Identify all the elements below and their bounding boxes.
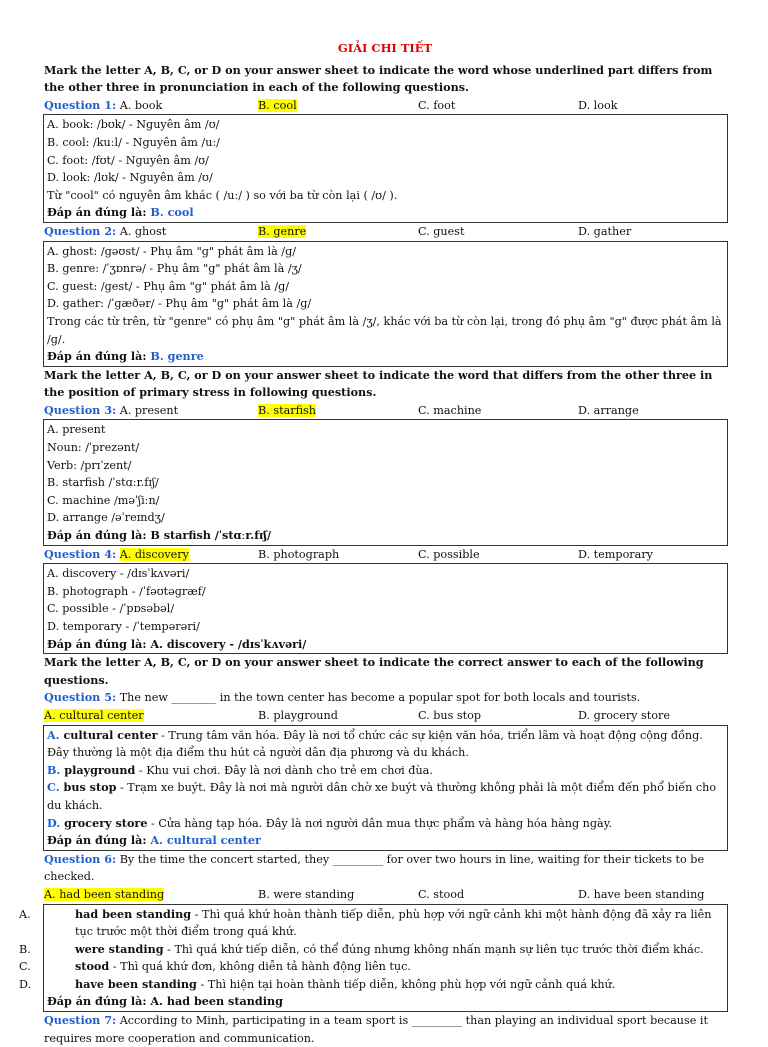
explanation-box-6: A. had been standing - Thì quá khứ hoàn thành tiếp diễn, phù hợp với ngữ cảnh khi một hành động đã xảy ra liên tục trước một thời điểm trong quá khứ. B. were standing - Thì quá khứ tiếp diễn, có thể đúng nhưng không nhấn mạnh sự liên tục trước thời điểm khác. C. stood - Thì quá khứ đơn, không diễn tả hành động liên tục. D. have been standing - Thì hiện tại hoàn thành tiếp diễn, không phù hợp với ngữ cảnh quá khứ. Đáp án đúng là: A. had been standing bbox=[43, 904, 728, 1013]
option-d: D. have been standing bbox=[578, 887, 705, 901]
explanation-line: B. photograph - /ˈfəʊtəɡræf/ bbox=[47, 584, 206, 598]
explanation-line: A. discovery - /dɪsˈkʌvəri/ bbox=[47, 567, 190, 581]
explanation-line: A. present bbox=[47, 423, 106, 437]
explanation-box-3 bbox=[43, 419, 728, 545]
term: grocery store bbox=[64, 815, 148, 830]
option-d: D. look bbox=[578, 98, 618, 112]
option-d: D. arrange bbox=[578, 403, 639, 417]
term-explanation: - Thì hiện tại hoàn thành tiếp diễn, không phù hợp với ngữ cảnh quá khứ. bbox=[200, 977, 616, 991]
explanation-line: C. foot: /fʊt/ - Nguyên âm /ʊ/ bbox=[47, 153, 209, 167]
answer-prefix: Đáp án đúng là: bbox=[47, 205, 147, 220]
term-explanation: - Trạm xe buýt. Đây là nơi mà người dân chờ xe buýt và thường không phải là một điểm đến phổ biến cho du khách. bbox=[47, 781, 717, 812]
explanation-box-5: A. cultural center - Trung tâm văn hóa. Đây là nơi tổ chức các sự kiện văn hóa, triển lãm và hoạt động cộng đồng. Đây thường là một địa điểm thu hút cả người dân địa phương và du khách. B. playground - Khu vui chơi. Đây là nơi dành cho trẻ em chơi đùa. C. bus stop - Trạm xe buýt. Đây là nơi mà người dân chờ xe buýt và thường không phải là một điểm đến phổ biến cho du khách. D. grocery store - Cửa hàng tạp hóa. Đây là nơi người dân mua thực phẩm và hàng hóa hàng ngày. Đáp án đúng là: A. cultural center bbox=[43, 725, 728, 851]
explanation-line: B. starfish /ˈstɑːr.fɪʃ/ bbox=[47, 476, 159, 490]
term: had been standing bbox=[75, 906, 192, 921]
section-instruction-grammar: Mark the letter A, B, C, or D on your answer sheet to indicate the correct answer to each of the following questions. bbox=[44, 655, 704, 687]
option-c: C. stood bbox=[418, 887, 465, 901]
answer-value: B. genre bbox=[150, 349, 204, 364]
option-c: C. foot bbox=[418, 98, 456, 112]
question-stem: By the time the concert started, they _________ for over two hours in line, waiting for their tickets to be checked. bbox=[44, 852, 705, 884]
option-a: A. book bbox=[119, 98, 163, 112]
answer-prefix: Đáp án đúng là: bbox=[47, 349, 147, 364]
option-c: C. guest bbox=[418, 224, 465, 238]
answer-value: A. had been standing bbox=[150, 994, 283, 1009]
option-d: D. gather bbox=[578, 224, 632, 238]
explanation-line: C. guest: /ɡest/ - Phụ âm "g" phát âm là /ɡ/ bbox=[47, 279, 290, 293]
answer-prefix: Đáp án đúng là: bbox=[47, 994, 147, 1009]
answer-prefix: Đáp án đúng là: bbox=[47, 833, 147, 848]
answer-value: A. cultural center bbox=[150, 833, 261, 848]
term: were standing bbox=[75, 941, 164, 956]
question-label: Question 3: bbox=[44, 402, 117, 417]
term: playground bbox=[64, 762, 136, 777]
option-b: B. photograph bbox=[258, 547, 340, 561]
option-c: C. bus stop bbox=[418, 708, 482, 722]
explanation-line: D. arrange /əˈreɪndʒ/ bbox=[47, 511, 165, 525]
term: bus stop bbox=[63, 780, 117, 795]
term-explanation: - Thì quá khứ tiếp diễn, có thể đúng nhưng không nhấn mạnh sự liên tục trước thời điểm khác. bbox=[167, 942, 704, 956]
question-2-options bbox=[44, 223, 726, 241]
page-title: GIẢI CHI TIẾT bbox=[337, 41, 433, 55]
option-a: A. cultural center bbox=[44, 708, 144, 722]
explanation-line: C. machine /məˈʃiːn/ bbox=[47, 493, 160, 507]
option-b: B. genre bbox=[258, 224, 307, 238]
term-explanation: - Cửa hàng tạp hóa. Đây là nơi người dân mua thực phẩm và hàng hóa hàng ngày. bbox=[151, 816, 613, 830]
explanation-line: Noun: /ˈprezənt/ bbox=[47, 441, 140, 455]
question-3-options bbox=[44, 402, 726, 420]
option-a: A. had been standing bbox=[44, 887, 165, 901]
question-label: Question 7: bbox=[44, 1013, 117, 1028]
term-explanation: - Thì quá khứ đơn, không diễn tả hành động liên tục. bbox=[112, 960, 411, 974]
explanation-line: Từ "cool" có nguyên âm khác ( /uː/ ) so với ba từ còn lại ( /ʊ/ ). bbox=[47, 188, 398, 202]
question-label: Question 1: bbox=[44, 97, 117, 112]
explanation-line: D. look: /lʊk/ - Nguyên âm /ʊ/ bbox=[47, 171, 213, 185]
option-b: B. playground bbox=[258, 708, 338, 722]
term: have been standing bbox=[75, 976, 197, 991]
term-explanation: - Thì quá khứ hoàn thành tiếp diễn, phù hợp với ngữ cảnh khi một hành động đã xảy ra liên tục trước một thời điểm trong quá khứ. bbox=[75, 907, 712, 939]
answer-value: A. discovery - /dɪsˈkʌvəri/ bbox=[150, 636, 307, 651]
answer-prefix: Đáp án đúng là: bbox=[47, 636, 147, 651]
option-d: D. grocery store bbox=[578, 708, 670, 722]
explanation-box-1 bbox=[43, 114, 728, 223]
explanation-box-2 bbox=[43, 241, 728, 367]
section-instruction-stress: Mark the letter A, B, C, or D on your answer sheet to indicate the word that differs from the other three in the position of primary stress in following questions. bbox=[44, 367, 713, 400]
question-label: Question 4: bbox=[44, 546, 117, 561]
answer-value: Đáp án đúng là: B starfish /ˈstɑːr.fɪʃ/ bbox=[47, 528, 272, 543]
option-a: A. ghost bbox=[119, 224, 167, 238]
question-1-options bbox=[44, 97, 726, 115]
question-label: Question 5: bbox=[44, 690, 117, 705]
option-a: A. discovery bbox=[119, 547, 189, 561]
explanation-line: Verb: /prɪˈzent/ bbox=[47, 458, 132, 472]
explanation-line: B. genre: /ˈʒɒnrə/ - Phụ âm "g" phát âm là /ʒ/ bbox=[47, 262, 302, 276]
question-stem: According to Minh, participating in a team sport is _________ than playing an individual sport because it requires more cooperation and communication. bbox=[44, 1014, 708, 1045]
explanation-line: A. book: /bʊk/ - Nguyên âm /ʊ/ bbox=[47, 118, 220, 132]
section-instruction-pronunciation: Mark the letter A, B, C, or D on your answer sheet to indicate the word whose underlined part differs from the other three in pronunciation in each of the following questions. bbox=[44, 62, 713, 95]
answer-value: B. cool bbox=[150, 205, 194, 220]
explanation-box-4 bbox=[43, 563, 728, 654]
option-b: B. were standing bbox=[258, 887, 355, 901]
term: stood bbox=[75, 959, 110, 974]
question-4-options bbox=[44, 546, 726, 564]
explanation-line: D. gather: /ˈɡæðər/ - Phụ âm "g" phát âm là /ɡ/ bbox=[47, 297, 312, 311]
term-explanation: - Khu vui chơi. Đây là nơi dành cho trẻ em chơi đùa. bbox=[138, 763, 433, 777]
question-label: Question 6: bbox=[44, 851, 117, 866]
question-stem: The new ________ in the town center has become a popular spot for both locals and tourists. bbox=[119, 691, 641, 705]
option-b: B. starfish bbox=[258, 403, 316, 417]
explanation-line: C. possible - /ˈpɒsəbəl/ bbox=[47, 602, 175, 616]
option-d: D. temporary bbox=[578, 547, 653, 561]
explanation-line: Trong các từ trên, từ "genre" có phụ âm "g" phát âm là /ʒ/, khác với ba từ còn lại, trong đó phụ âm "g" được phát âm là /ɡ/. bbox=[47, 314, 722, 346]
term: cultural center bbox=[63, 727, 158, 742]
explanation-line: B. cool: /kuːl/ - Nguyên âm /uː/ bbox=[47, 135, 220, 149]
question-5-options bbox=[44, 707, 726, 725]
explanation-line: A. ghost: /ɡəʊst/ - Phụ âm "g" phát âm là /ɡ/ bbox=[47, 244, 297, 258]
option-c: C. machine bbox=[418, 403, 482, 417]
option-c: C. possible bbox=[418, 547, 480, 561]
term-explanation: - Trung tâm văn hóa. Đây là nơi tổ chức các sự kiện văn hóa, triển lãm và hoạt động cộng đồng. Đây thường là một địa điểm thu hút cả người dân địa phương và du khách. bbox=[47, 728, 703, 760]
explanation-line: D. temporary - /ˈtempərəri/ bbox=[47, 620, 200, 633]
question-6-options bbox=[44, 886, 726, 904]
option-a: A. present bbox=[119, 403, 179, 417]
question-label: Question 2: bbox=[44, 223, 117, 238]
option-b: B. cool bbox=[258, 98, 297, 112]
